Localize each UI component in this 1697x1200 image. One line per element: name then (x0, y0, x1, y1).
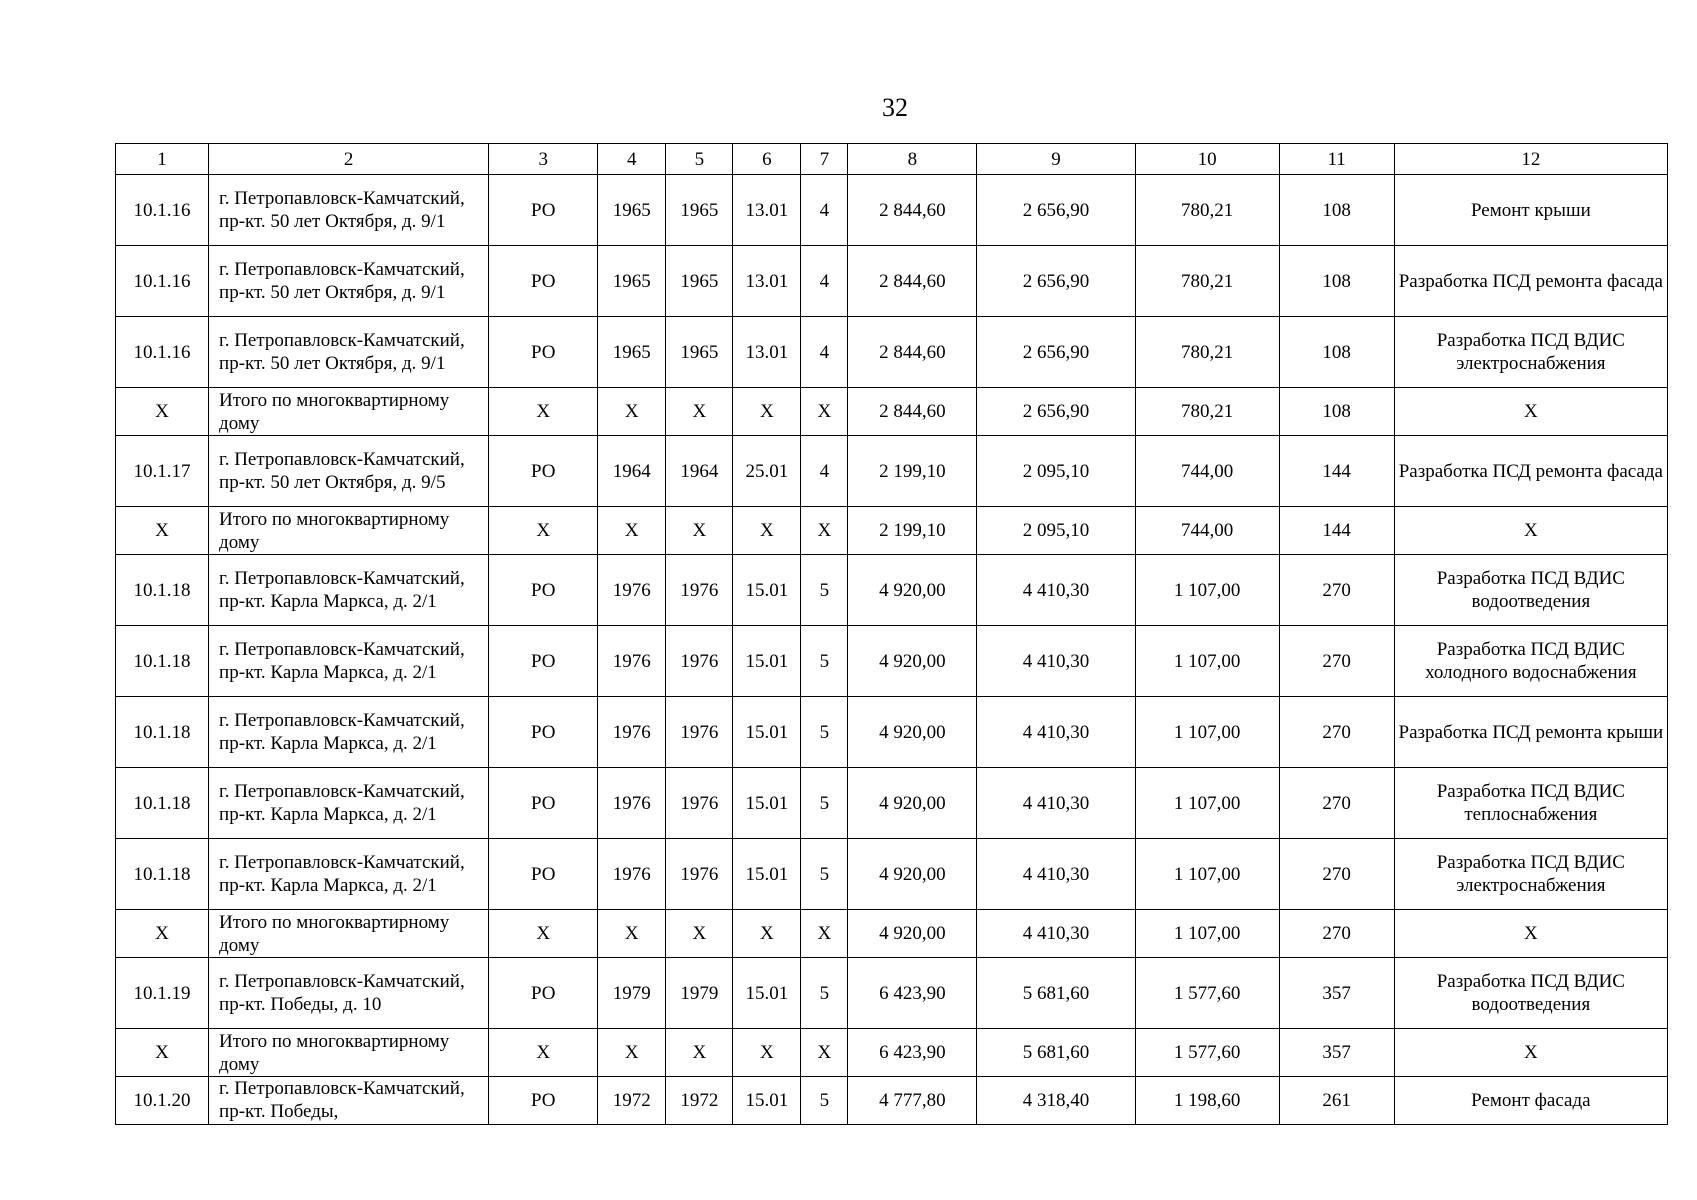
build-year-cell: 1965 (598, 175, 666, 246)
item-number-cell: 10.1.18 (116, 697, 209, 768)
work-type-cell: Ремонт фасада (1394, 1077, 1667, 1125)
nonliving-area-cell: 1 577,60 (1135, 1029, 1279, 1077)
living-area-cell: 4 410,30 (977, 555, 1135, 626)
owner-type-cell: РО (489, 1077, 598, 1125)
column-number-12: 12 (1394, 144, 1667, 175)
work-type-cell: Разработка ПСД ВДИС теплоснабжения (1394, 768, 1667, 839)
commission-year-cell: 1976 (666, 555, 733, 626)
build-year-cell: 1976 (598, 626, 666, 697)
column-number-10: 10 (1135, 144, 1279, 175)
owner-type-cell: РО (489, 317, 598, 388)
build-year-cell: 1964 (598, 436, 666, 507)
floors-cell: Х (801, 507, 848, 555)
residents-cell: 108 (1279, 388, 1394, 436)
work-type-cell: Разработка ПСД ВДИС водоотведения (1394, 958, 1667, 1029)
table-row (116, 1077, 1668, 1125)
series-cell: Х (733, 507, 801, 555)
address-cell: Итого по многоквартирному дому (209, 1029, 489, 1077)
owner-type-cell: РО (489, 839, 598, 910)
address-cell: г. Петропавловск-Камчатский, пр-кт. 50 лет Октября, д. 9/1 (209, 175, 489, 246)
total-row (116, 1029, 1668, 1077)
nonliving-area-cell: 1 198,60 (1135, 1077, 1279, 1125)
address-cell: г. Петропавловск-Камчатский, пр-кт. Победы, (209, 1077, 489, 1125)
commission-year-cell: 1965 (666, 175, 733, 246)
column-number-6: 6 (733, 144, 801, 175)
living-area-cell: 4 410,30 (977, 839, 1135, 910)
total-area-cell: 4 777,80 (848, 1077, 977, 1125)
table-row (116, 246, 1668, 317)
build-year-cell: Х (598, 910, 666, 958)
item-number-cell: 10.1.20 (116, 1077, 209, 1125)
floors-cell: 5 (801, 839, 848, 910)
build-year-cell: 1976 (598, 768, 666, 839)
owner-type-cell: Х (489, 910, 598, 958)
column-number-1: 1 (116, 144, 209, 175)
residents-cell: 357 (1279, 1029, 1394, 1077)
address-cell: г. Петропавловск-Камчатский, пр-кт. Карла Маркса, д. 2/1 (209, 697, 489, 768)
owner-type-cell: РО (489, 175, 598, 246)
floors-cell: 5 (801, 768, 848, 839)
floors-cell: Х (801, 388, 848, 436)
total-area-cell: 4 920,00 (848, 626, 977, 697)
work-type-cell: Разработка ПСД ремонта фасада (1394, 246, 1667, 317)
address-cell: Итого по многоквартирному дому (209, 910, 489, 958)
living-area-cell: 4 410,30 (977, 768, 1135, 839)
item-number-cell: 10.1.18 (116, 555, 209, 626)
living-area-cell: 2 656,90 (977, 317, 1135, 388)
residents-cell: 357 (1279, 958, 1394, 1029)
item-number-cell: Х (116, 507, 209, 555)
item-number-cell: 10.1.18 (116, 768, 209, 839)
total-area-cell: 6 423,90 (848, 1029, 977, 1077)
nonliving-area-cell: 1 107,00 (1135, 839, 1279, 910)
table-row (116, 436, 1668, 507)
owner-type-cell: Х (489, 507, 598, 555)
floors-cell: 4 (801, 246, 848, 317)
item-number-cell: Х (116, 1029, 209, 1077)
column-number-11: 11 (1279, 144, 1394, 175)
work-type-cell: Разработка ПСД ВДИС электроснабжения (1394, 317, 1667, 388)
series-cell: 15.01 (733, 626, 801, 697)
build-year-cell: 1979 (598, 958, 666, 1029)
series-cell: 13.01 (733, 175, 801, 246)
total-area-cell: 4 920,00 (848, 555, 977, 626)
nonliving-area-cell: 1 107,00 (1135, 626, 1279, 697)
floors-cell: 5 (801, 555, 848, 626)
commission-year-cell: 1976 (666, 697, 733, 768)
column-number-9: 9 (977, 144, 1135, 175)
floors-cell: Х (801, 1029, 848, 1077)
floors-cell: 5 (801, 697, 848, 768)
work-type-cell: Разработка ПСД ВДИС холодного водоснабжения (1394, 626, 1667, 697)
column-number-5: 5 (666, 144, 733, 175)
table-row (116, 839, 1668, 910)
owner-type-cell: Х (489, 388, 598, 436)
series-cell: Х (733, 388, 801, 436)
column-number-8: 8 (848, 144, 977, 175)
commission-year-cell: Х (666, 910, 733, 958)
address-cell: г. Петропавловск-Камчатский, пр-кт. Карла Маркса, д. 2/1 (209, 768, 489, 839)
residents-cell: 270 (1279, 839, 1394, 910)
floors-cell: 4 (801, 436, 848, 507)
living-area-cell: 2 095,10 (977, 436, 1135, 507)
nonliving-area-cell: 780,21 (1135, 175, 1279, 246)
series-cell: 15.01 (733, 555, 801, 626)
item-number-cell: 10.1.16 (116, 175, 209, 246)
floors-cell: 5 (801, 958, 848, 1029)
table-row (116, 768, 1668, 839)
item-number-cell: 10.1.18 (116, 839, 209, 910)
total-row (116, 910, 1668, 958)
item-number-cell: 10.1.19 (116, 958, 209, 1029)
table-row (116, 175, 1668, 246)
commission-year-cell: Х (666, 507, 733, 555)
header-row (116, 144, 1668, 175)
address-cell: г. Петропавловск-Камчатский, пр-кт. Победы, д. 10 (209, 958, 489, 1029)
item-number-cell: Х (116, 388, 209, 436)
commission-year-cell: Х (666, 388, 733, 436)
address-cell: Итого по многоквартирному дому (209, 507, 489, 555)
living-area-cell: 2 656,90 (977, 175, 1135, 246)
address-cell: г. Петропавловск-Камчатский, пр-кт. 50 лет Октября, д. 9/1 (209, 317, 489, 388)
total-area-cell: 4 920,00 (848, 910, 977, 958)
work-type-cell: Х (1394, 1029, 1667, 1077)
column-number-2: 2 (209, 144, 489, 175)
build-year-cell: Х (598, 1029, 666, 1077)
address-cell: г. Петропавловск-Камчатский, пр-кт. Карла Маркса, д. 2/1 (209, 555, 489, 626)
living-area-cell: 5 681,60 (977, 958, 1135, 1029)
owner-type-cell: РО (489, 246, 598, 317)
total-area-cell: 2 844,60 (848, 317, 977, 388)
residents-cell: 270 (1279, 555, 1394, 626)
nonliving-area-cell: 744,00 (1135, 507, 1279, 555)
nonliving-area-cell: 780,21 (1135, 246, 1279, 317)
address-cell: Итого по многоквартирному дому (209, 388, 489, 436)
commission-year-cell: 1965 (666, 246, 733, 317)
total-area-cell: 6 423,90 (848, 958, 977, 1029)
nonliving-area-cell: 1 107,00 (1135, 697, 1279, 768)
residents-cell: 261 (1279, 1077, 1394, 1125)
address-cell: г. Петропавловск-Камчатский, пр-кт. 50 лет Октября, д. 9/5 (209, 436, 489, 507)
table-row (116, 317, 1668, 388)
work-type-cell: Х (1394, 507, 1667, 555)
residents-cell: 108 (1279, 175, 1394, 246)
commission-year-cell: 1972 (666, 1077, 733, 1125)
series-cell: 13.01 (733, 317, 801, 388)
nonliving-area-cell: 780,21 (1135, 317, 1279, 388)
total-area-cell: 2 844,60 (848, 175, 977, 246)
series-cell: 25.01 (733, 436, 801, 507)
residents-cell: 270 (1279, 697, 1394, 768)
series-cell: Х (733, 1029, 801, 1077)
commission-year-cell: Х (666, 1029, 733, 1077)
owner-type-cell: Х (489, 1029, 598, 1077)
living-area-cell: 4 410,30 (977, 626, 1135, 697)
total-area-cell: 2 199,10 (848, 436, 977, 507)
owner-type-cell: РО (489, 697, 598, 768)
total-row (116, 507, 1668, 555)
column-number-3: 3 (489, 144, 598, 175)
owner-type-cell: РО (489, 626, 598, 697)
commission-year-cell: 1976 (666, 768, 733, 839)
series-cell: 15.01 (733, 1077, 801, 1125)
residents-cell: 108 (1279, 317, 1394, 388)
residents-cell: 144 (1279, 507, 1394, 555)
total-area-cell: 4 920,00 (848, 768, 977, 839)
commission-year-cell: 1964 (666, 436, 733, 507)
nonliving-area-cell: 1 107,00 (1135, 768, 1279, 839)
build-year-cell: 1972 (598, 1077, 666, 1125)
living-area-cell: 5 681,60 (977, 1029, 1135, 1077)
total-row (116, 388, 1668, 436)
work-type-cell: Разработка ПСД ВДИС электроснабжения (1394, 839, 1667, 910)
build-year-cell: Х (598, 507, 666, 555)
owner-type-cell: РО (489, 555, 598, 626)
owner-type-cell: РО (489, 958, 598, 1029)
total-area-cell: 2 844,60 (848, 246, 977, 317)
table-row (116, 958, 1668, 1029)
residents-cell: 270 (1279, 768, 1394, 839)
column-number-4: 4 (598, 144, 666, 175)
total-area-cell: 4 920,00 (848, 697, 977, 768)
nonliving-area-cell: 1 107,00 (1135, 910, 1279, 958)
build-year-cell: 1965 (598, 246, 666, 317)
residents-cell: 270 (1279, 626, 1394, 697)
total-area-cell: 2 844,60 (848, 388, 977, 436)
page-number: 32 (882, 93, 908, 122)
floors-cell: 5 (801, 626, 848, 697)
series-cell: 15.01 (733, 958, 801, 1029)
commission-year-cell: 1979 (666, 958, 733, 1029)
address-cell: г. Петропавловск-Камчатский, пр-кт. Карла Маркса, д. 2/1 (209, 839, 489, 910)
nonliving-area-cell: 780,21 (1135, 388, 1279, 436)
work-type-cell: Разработка ПСД ремонта крыши (1394, 697, 1667, 768)
owner-type-cell: РО (489, 768, 598, 839)
item-number-cell: 10.1.16 (116, 317, 209, 388)
nonliving-area-cell: 1 107,00 (1135, 555, 1279, 626)
residents-cell: 108 (1279, 246, 1394, 317)
series-cell: Х (733, 910, 801, 958)
series-cell: 15.01 (733, 768, 801, 839)
commission-year-cell: 1965 (666, 317, 733, 388)
total-area-cell: 2 199,10 (848, 507, 977, 555)
floors-cell: 5 (801, 1077, 848, 1125)
commission-year-cell: 1976 (666, 839, 733, 910)
build-year-cell: Х (598, 388, 666, 436)
total-area-cell: 4 920,00 (848, 839, 977, 910)
build-year-cell: 1976 (598, 697, 666, 768)
table-row (116, 555, 1668, 626)
work-type-cell: Х (1394, 388, 1667, 436)
living-area-cell: 4 318,40 (977, 1077, 1135, 1125)
floors-cell: Х (801, 910, 848, 958)
commission-year-cell: 1976 (666, 626, 733, 697)
nonliving-area-cell: 744,00 (1135, 436, 1279, 507)
living-area-cell: 4 410,30 (977, 697, 1135, 768)
address-cell: г. Петропавловск-Камчатский, пр-кт. 50 лет Октября, д. 9/1 (209, 246, 489, 317)
work-type-cell: Разработка ПСД ВДИС водоотведения (1394, 555, 1667, 626)
item-number-cell: Х (116, 910, 209, 958)
living-area-cell: 4 410,30 (977, 910, 1135, 958)
work-type-cell: Разработка ПСД ремонта фасада (1394, 436, 1667, 507)
series-cell: 13.01 (733, 246, 801, 317)
work-type-cell: Х (1394, 910, 1667, 958)
series-cell: 15.01 (733, 697, 801, 768)
item-number-cell: 10.1.16 (116, 246, 209, 317)
work-type-cell: Ремонт крыши (1394, 175, 1667, 246)
living-area-cell: 2 656,90 (977, 388, 1135, 436)
series-cell: 15.01 (733, 839, 801, 910)
residents-cell: 270 (1279, 910, 1394, 958)
owner-type-cell: РО (489, 436, 598, 507)
floors-cell: 4 (801, 175, 848, 246)
build-year-cell: 1976 (598, 839, 666, 910)
floors-cell: 4 (801, 317, 848, 388)
build-year-cell: 1965 (598, 317, 666, 388)
table-row (116, 626, 1668, 697)
item-number-cell: 10.1.17 (116, 436, 209, 507)
nonliving-area-cell: 1 577,60 (1135, 958, 1279, 1029)
residents-cell: 144 (1279, 436, 1394, 507)
living-area-cell: 2 656,90 (977, 246, 1135, 317)
address-cell: г. Петропавловск-Камчатский, пр-кт. Карла Маркса, д. 2/1 (209, 626, 489, 697)
build-year-cell: 1976 (598, 555, 666, 626)
works-table (115, 143, 1668, 1125)
table-row (116, 697, 1668, 768)
column-number-7: 7 (801, 144, 848, 175)
item-number-cell: 10.1.18 (116, 626, 209, 697)
living-area-cell: 2 095,10 (977, 507, 1135, 555)
